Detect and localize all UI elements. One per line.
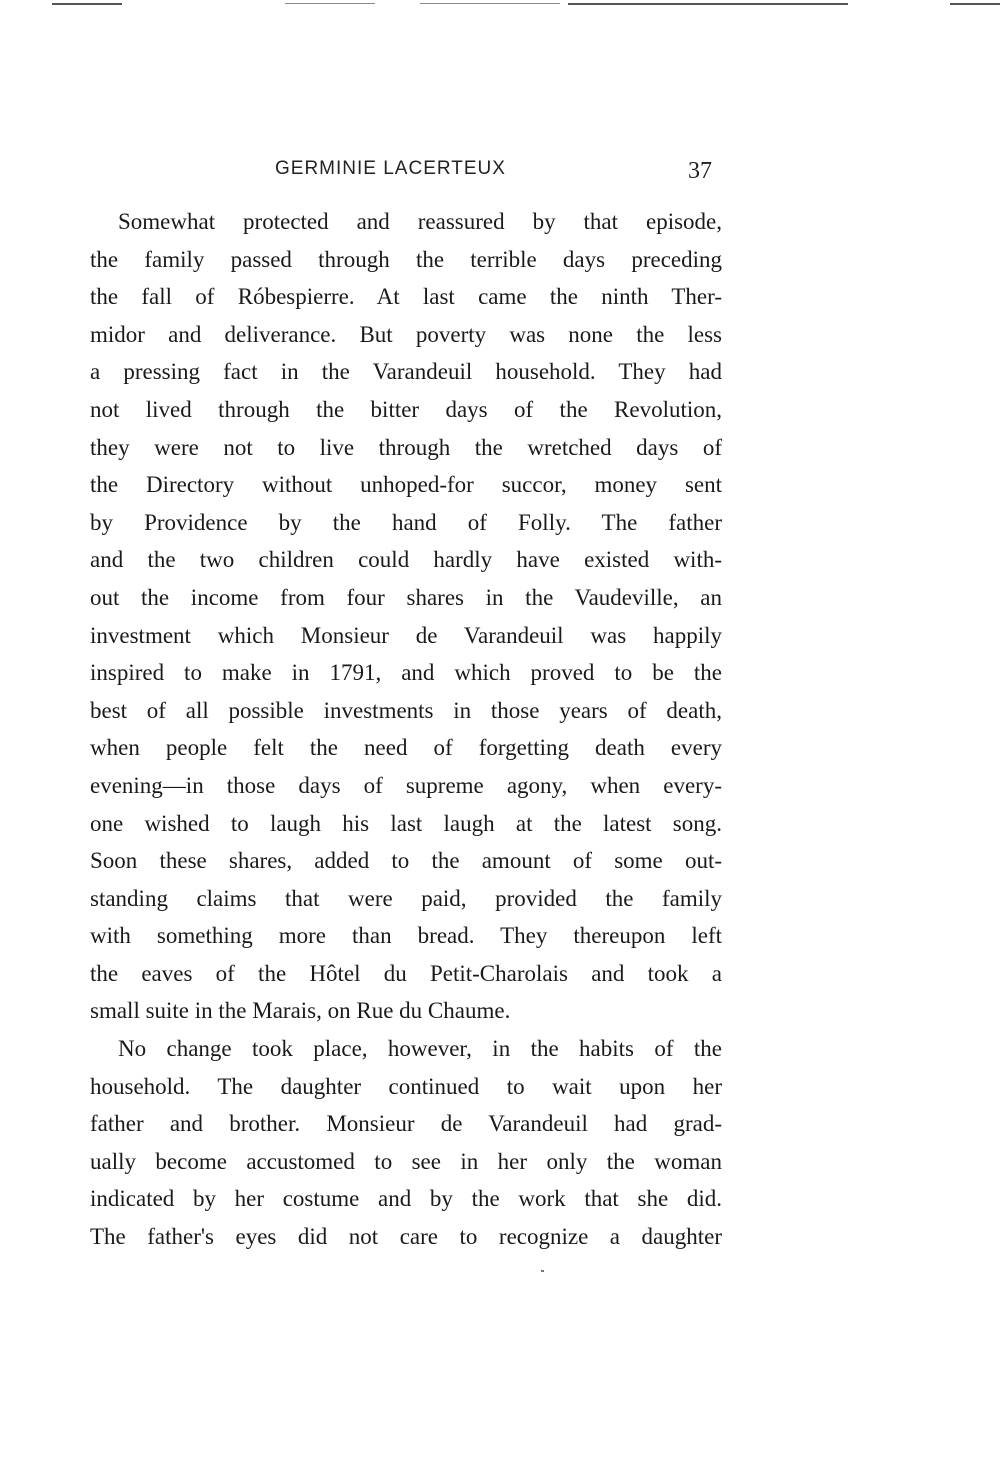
text-line: best of all possible investments in those years of death, <box>90 697 722 723</box>
text-line: evening—in those days of supreme agony, when every- <box>90 772 722 798</box>
text-line: indicated by her costume and by the work that she did. <box>90 1186 722 1212</box>
text-line: inspired to make in 1791, and which proved to be the <box>90 660 722 686</box>
page-number: 37 <box>688 158 712 184</box>
text-line: the Directory without unhoped-for succor, money sent <box>90 472 722 498</box>
text-line: The father's eyes did not care to recognize a daughter <box>90 1223 722 1249</box>
text-line: father and brother. Monsieur de Varandeuil had grad- <box>90 1111 722 1137</box>
text-line: Somewhat protected and reassured by that episode, <box>118 209 722 234</box>
text-line: and the two children could hardly have existed with- <box>90 547 722 573</box>
text-line: they were not to live through the wretched days of <box>90 434 722 460</box>
text-line: with something more than bread. They thereupon left <box>90 923 722 949</box>
text-line: the family passed through the terrible days preceding <box>90 246 722 272</box>
text-line: household. The daughter continued to wait upon her <box>90 1073 722 1099</box>
text-line: investment which Monsieur de Varandeuil was happily <box>90 622 722 648</box>
text-line: when people felt the need of forgetting death every <box>90 735 722 761</box>
paragraph-1 <box>90 203 722 1030</box>
text-line: one wished to laugh his last laugh at the latest song. <box>90 810 722 836</box>
text-line: standing claims that were paid, provided the family <box>90 885 722 911</box>
text-line: by Providence by the hand of Folly. The father <box>90 509 722 535</box>
text-line: Soon these shares, added to the amount of some out- <box>90 848 722 874</box>
text-line: midor and deliverance. But poverty was none the less <box>90 321 722 347</box>
text-line: not lived through the bitter days of the Revolution, <box>90 396 722 422</box>
text-line: ually become accustomed to see in her only the woman <box>90 1148 722 1174</box>
text-line: out the income from four shares in the Vaudeville, an <box>90 584 722 610</box>
paragraph-2 <box>90 1030 722 1256</box>
text-line: small suite in the Marais, on Rue du Chaume. <box>90 998 511 1024</box>
text-line: No change took place, however, in the habits of the <box>118 1036 722 1061</box>
scan-speck <box>541 1270 544 1272</box>
running-head: GERMINIE LACERTEUX <box>275 158 506 179</box>
text-line: the fall of Róbespierre. At last came the ninth Ther- <box>90 284 722 310</box>
text-line: the eaves of the Hôtel du Petit-Charolais and took a <box>90 960 722 986</box>
text-line: a pressing fact in the Varandeuil household. They had <box>90 359 722 385</box>
